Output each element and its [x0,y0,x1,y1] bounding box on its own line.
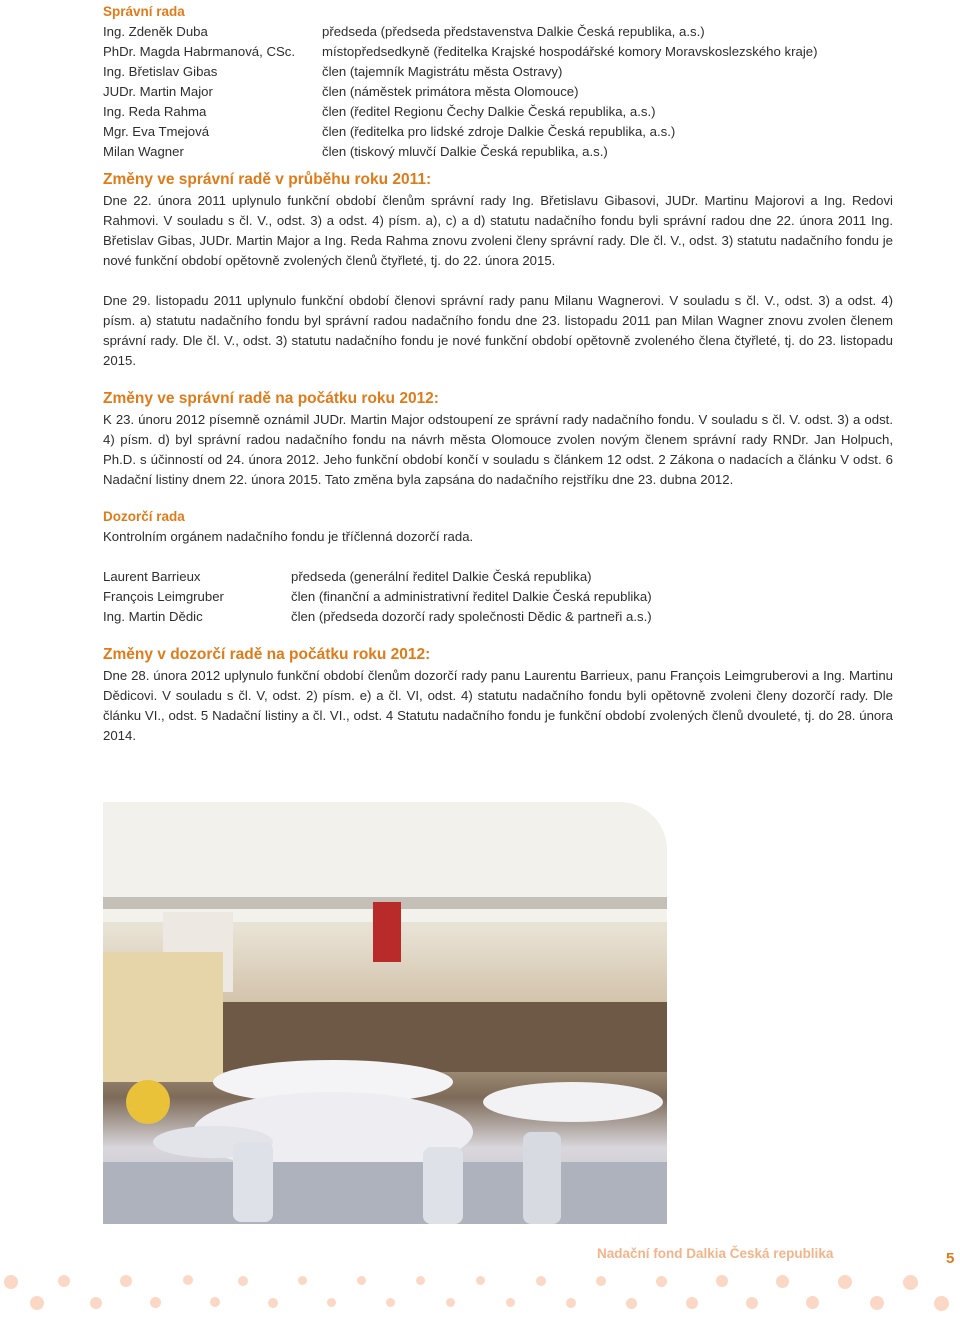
decorative-dot [120,1275,132,1287]
member-name: PhDr. Magda Habrmanová, CSc. [103,44,296,59]
member-role: člen (náměstek primátora města Olomouce) [322,84,579,99]
member-name: Ing. Reda Rahma [103,104,207,119]
management-board-heading: Správní rada [103,4,185,19]
decorative-dot [298,1276,307,1285]
member-role: předseda (generální ředitel Dalkie Česká republika) [291,569,592,584]
decorative-dot [934,1296,949,1311]
changes-2012-supervisory-heading: Změny v dozorčí radě na počátku roku 2012: [103,646,431,663]
decorative-dot [686,1297,698,1309]
decorative-dot [446,1298,455,1307]
member-name: Mgr. Eva Tmejová [103,124,210,139]
changes-2012-supervisory-paragraph: Dne 28. února 2012 uplynulo funkční období členům dozorčí rady panu Laurentu Barrieux, panu François Leimgruberovi a Ing. Martinu Dědicovi. V souladu s čl. V, odst. 2) písm. e) a čl. VI, odst. 4) statutu nadačního fondu byli opětovně zvoleni členy dozorčí rady. Dle článku VI., odst. 5 Nadační listiny a čl. VI., odst. 4 Statutu nadačního fondu je funkční období zvolených členů dvouleté, tj. do 28. února 2014. [103,668,893,743]
decorative-dot [596,1276,606,1286]
changes-2011-paragraph-1: Dne 22. února 2011 uplynulo funkční období členům správní rady Ing. Břetislavu Gibasovi, JUDr. Martinu Majorovi a Ing. Redovi Rahmovi. V souladu s čl. V., odst. 3) a odst. 4) písm. a), c) a d) statutu nadačního fondu byli správní radou dne 22. února 2011 Ing. Břetislav Gibas, JUDr. Martin Major a Ing. Reda Rahma znovu zvoleni členy správní rady. Dle čl. V., odst. 3) statutu nadačního fondu je nové funkční období opětovně zvolených členů čtyřleté, tj. do 22. února 2015. [103,193,893,268]
decorative-dot [416,1276,425,1285]
supervisory-board-list [103,567,893,627]
event-photo [103,802,667,1224]
changes-2012-board-paragraph: K 23. únoru 2012 písemně oznámil JUDr. Martin Major odstoupení ze správní rady nadačního fondu. V souladu s čl. V. odst. 3) a odst. 4) písm. d) byl správní radou nadačního fondu na návrh města Olomouce zvolen novým členem správní rady RNDr. Jan Holpuch, Ph.D. s účinností od 24. února 2012. Jeho funkční období končí v souladu s článkem 12 odst. 2 Zákona o nadacích a článku V odst. 6 Nadační listiny dnem 22. února 2015. Tato změna byla zapsána do nadačního rejstříku dne 23. dubna 2012. [103,412,893,487]
decorative-dot [58,1275,70,1287]
decorative-dot [327,1298,336,1307]
changes-2011-paragraph-2: Dne 29. listopadu 2011 uplynulo funkční období členovi správní rady panu Milanu Wagnerovi. V souladu s čl. V., odst. 3) a odst. 4) písm. a) statutu nadačního fondu byl správní radou nadačního fondu dne 23. listopadu 2011 pan Milan Wagner znovu zvolen členem správní rady. Dle čl. V., odst. 3) statutu nadačního fondu je nové funkční období opětovně zvoleného člena čtyřleté, tj. do 23. listopadu 2015. [103,293,893,368]
footer-brand: Nadační fond Dalkia Česká republika [597,1246,834,1261]
decorative-dot [268,1298,278,1308]
management-board-list [103,22,893,162]
member-name: Laurent Barrieux [103,569,201,584]
decorative-dot [656,1276,667,1287]
member-role: předseda (předseda představenstva Dalkie Česká republika, a.s.) [322,24,705,39]
member-role: člen (tiskový mluvčí Dalkie Česká republika, a.s.) [322,144,608,159]
decorative-dot [536,1276,546,1286]
member-role: člen (předseda dozorčí rady společnosti Dědic & partneři a.s.) [291,609,652,624]
decorative-dot [626,1298,637,1309]
supervisory-board-intro: Kontrolním orgánem nadačního fondu je tříčlenná dozorčí rada. [103,529,474,544]
changes-2011-heading: Změny ve správní radě v průběhu roku 2011: [103,171,432,188]
member-role: člen (tajemník Magistrátu města Ostravy) [322,64,563,79]
member-role: místopředsedkyně (ředitelka Krajské hospodářské komory Moravskoslezského kraje) [322,44,818,59]
member-name: Milan Wagner [103,144,184,159]
member-name: JUDr. Martin Major [103,84,213,99]
decorative-dot [903,1275,918,1290]
decorative-dot [716,1275,728,1287]
member-name: Ing. Břetislav Gibas [103,64,218,79]
changes-2012-board-heading: Změny ve správní radě na počátku roku 2012: [103,390,439,407]
decorative-dot [566,1298,576,1308]
decorative-dot [90,1297,102,1309]
decorative-dot [4,1275,18,1289]
member-name: François Leimgruber [103,589,224,604]
decorative-dot [150,1297,161,1308]
decorative-dot [776,1275,789,1288]
decorative-dot [806,1296,819,1309]
page-number: 5 [946,1250,955,1267]
document-body [103,2,893,746]
decorative-dot [357,1276,366,1285]
supervisory-board-heading: Dozorčí rada [103,509,185,524]
member-role: člen (ředitel Regionu Čechy Dalkie Česká republika, a.s.) [322,104,656,119]
decorative-dot [746,1297,758,1309]
decorative-dot [476,1276,485,1285]
decorative-dot [210,1297,220,1307]
decorative-dot [506,1298,515,1307]
decorative-dot [238,1276,248,1286]
member-name: Ing. Martin Dědic [103,609,203,624]
decorative-dot [30,1296,44,1310]
decorative-dot [870,1296,884,1310]
member-role: člen (finanční a administrativní ředitel Dalkie Česká republika) [291,589,652,604]
member-name: Ing. Zdeněk Duba [103,24,208,39]
decorative-dot [838,1275,852,1289]
member-role: člen (ředitelka pro lidské zdroje Dalkie Česká republika, a.s.) [322,124,676,139]
decorative-dot [183,1275,193,1285]
event-photo-illustration [103,802,667,1224]
decorative-dot [386,1298,395,1307]
